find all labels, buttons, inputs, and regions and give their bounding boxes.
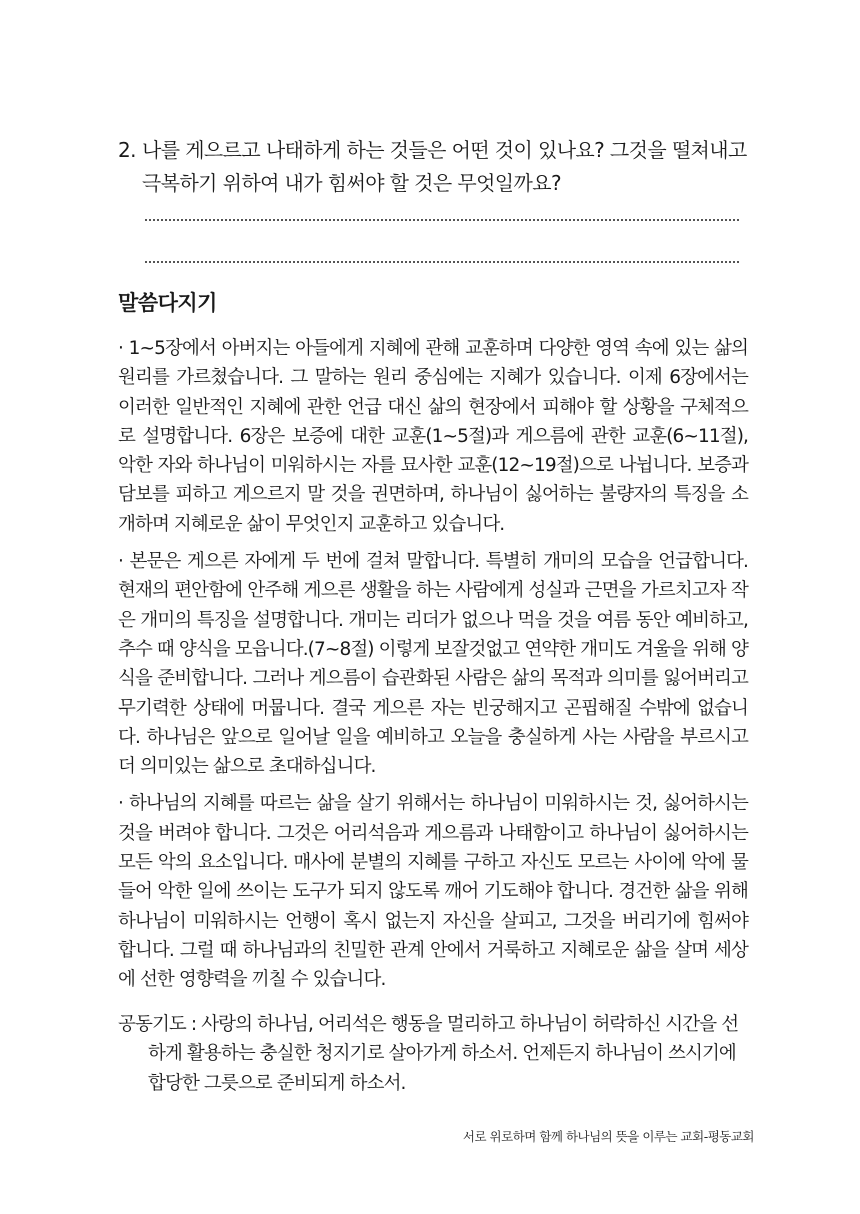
discussion-question <box>118 134 748 200</box>
common-prayer <box>118 1010 748 1098</box>
section-body <box>118 334 748 1003</box>
question-number: 2. <box>118 138 136 162</box>
prayer-label: 공동기도 : <box>118 1014 202 1035</box>
body-paragraph: · 하나님의 지혜를 따르는 삶을 살기 위해서는 하나님이 미워하시는 것, 싫어하시는 것을 버려야 합니다. 그것은 어리석음과 게으름과 나태함이고 하나님이 싫어하시는 모든 악의 요소입니다. 매사에 분별의 지혜를 구하고 자신도 모르는 사이에 악에 물들어 악한 일에 쓰이는 도구가 되지 않도록 깨어 기도해야 합니다. 경건한 삶을 위해 하나님이 미워하시는 언행이 혹시 없는지 자신을 살피고, 그것을 버리기에 힘써야 합니다. 그럴 때 하나님과의 친밀한 관계 안에서 거룩하고 지혜로운 삶을 살며 세상에 선한 영향력을 끼칠 수 있습니다. <box>118 793 748 991</box>
answer-line <box>145 261 739 263</box>
question-text: 나를 게으르고 나태하게 하는 것들은 어떤 것이 있나요? 그것을 떨쳐내고 극복하기 위하여 내가 힘써야 할 것은 무엇일까요? <box>142 138 747 195</box>
page-footer: 서로 위로하며 함께 하나님의 뜻을 이루는 교회-평동교회 <box>462 1129 754 1144</box>
answer-line <box>145 219 739 221</box>
body-paragraph: · 1~5장에서 아버지는 아들에게 지혜에 관해 교훈하며 다양한 영역 속에 있는 삶의 원리를 가르쳤습니다. 그 말하는 원리 중심에는 지혜가 있습니다. 이제 6장에서는 이러한 일반적인 지혜에 관한 언급 대신 삶의 현장에서 피해야 할 상황을 구체적으로 설명합니다. 6장은 보증에 대한 교훈(1~5절)과 게으름에 관한 교훈(6~11절), 악한 자와 하나님이 미워하시는 자를 묘사한 교훈(12~19절)으로 나뉩니다. 보증과 담보를 피하고 게으르지 말 것을 권면하며, 하나님이 싫어하는 불량자의 특징을 소개하며 지혜로운 삶이 무엇인지 교훈하고 있습니다. <box>118 338 748 535</box>
prayer-block <box>118 1010 748 1098</box>
section-title: 말씀다지기 <box>118 291 217 315</box>
prayer-text: 사랑의 하나님, 어리석은 행동을 멀리하고 하나님이 허락하신 시간을 선하게 활용하는 충실한 청지기로 살아가게 하소서. 언제든지 하나님이 쓰시기에 합당한 그릇으로 준비되게 하소서. <box>148 1014 739 1094</box>
body-paragraph: · 본문은 게으른 자에게 두 번에 걸쳐 말합니다. 특별히 개미의 모습을 언급합니다. 현재의 편안함에 안주해 게으른 생활을 하는 사람에게 성실과 근면을 가르치고자 작은 개미의 특징을 설명합니다. 개미는 리더가 없으나 먹을 것을 여름 동안 예비하고, 추수 때 양식을 모읍니다.(7~8절) 이렇게 보잘것없고 연약한 개미도 겨울을 위해 양식을 준비합니다. 그러나 게으름이 습관화된 사람은 삶의 목적과 의미를 잃어버리고 무기력한 상태에 머뭅니다. 결국 게으른 자는 빈궁해지고 곤핍해질 수밖에 없습니다. 하나님은 앞으로 일어날 일을 예비하고 오늘을 충실하게 사는 사람을 부르시고 더 의미있는 삶으로 초대하십니다. <box>118 551 748 778</box>
